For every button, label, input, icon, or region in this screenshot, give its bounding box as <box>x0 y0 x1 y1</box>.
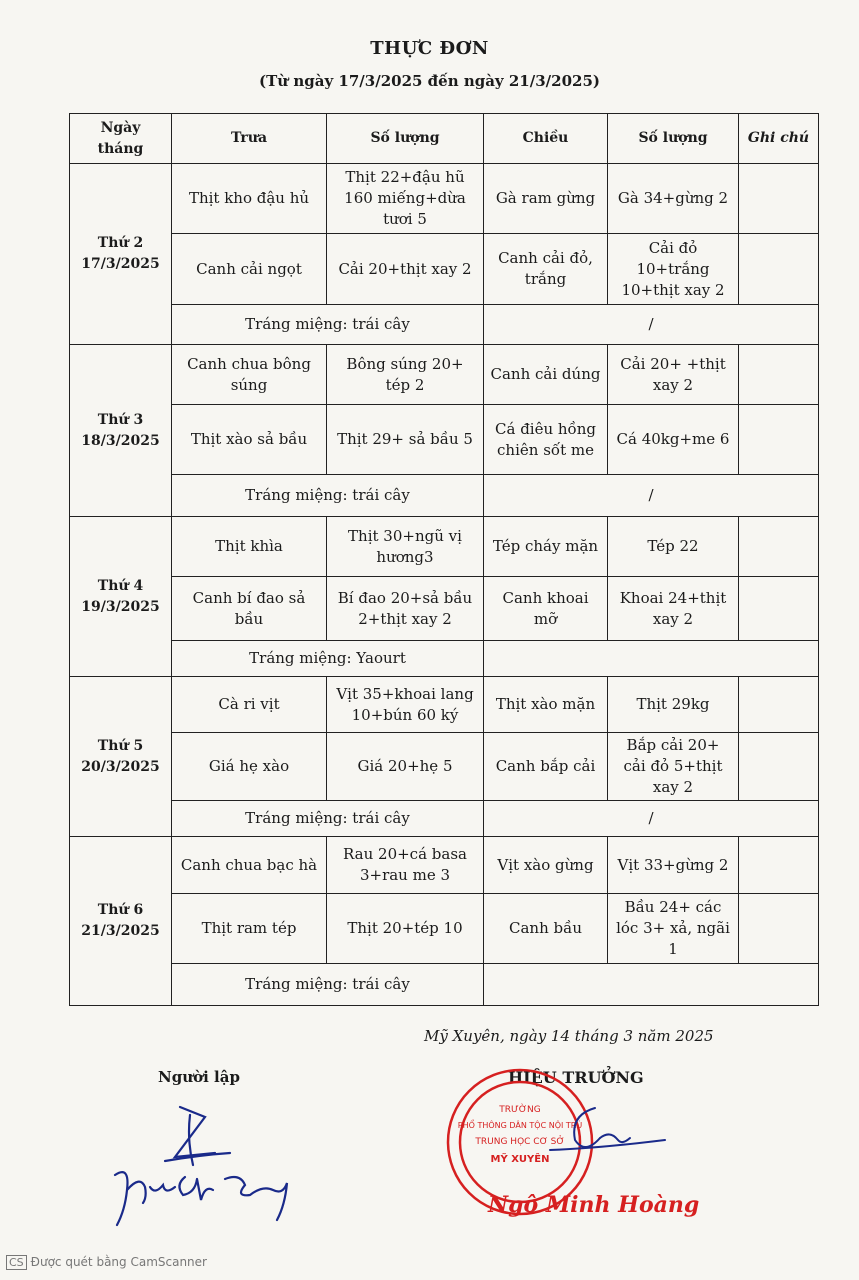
dinner-qty: Cá 40kg+me 6 <box>608 405 739 475</box>
dinner-dish: Vịt xào gừng <box>484 837 608 894</box>
dinner-dessert <box>484 641 819 677</box>
lunch-dessert: Tráng miệng: Yaourt <box>172 641 484 677</box>
dinner-qty: Cải đỏ 10+trắng 10+thịt xay 2 <box>608 234 739 305</box>
lunch-qty: Thịt 20+tép 10 <box>327 894 484 964</box>
day-date: 17/3/2025 <box>81 256 160 272</box>
day-date: 21/3/2025 <box>81 923 160 939</box>
lunch-dessert: Tráng miệng: trái cây <box>172 801 484 837</box>
dinner-dish: Thịt xào mặn <box>484 677 608 733</box>
note-cell <box>739 517 819 577</box>
dessert-row <box>70 964 819 1006</box>
day-date: 19/3/2025 <box>81 598 160 615</box>
header-date: Ngày tháng <box>70 114 172 164</box>
lunch-dish: Giá hẹ xào <box>172 733 327 801</box>
day-cell <box>70 517 172 677</box>
dinner-dish: Gà ram gừng <box>484 164 608 234</box>
dessert-row <box>70 305 819 345</box>
dinner-dessert: / <box>484 475 819 517</box>
principal-signature-icon <box>540 1090 670 1170</box>
table-row <box>70 234 819 305</box>
lunch-dish: Canh cải ngọt <box>172 234 327 305</box>
dessert-row <box>70 641 819 677</box>
dessert-row <box>70 475 819 517</box>
note-cell <box>739 577 819 641</box>
note-cell <box>739 837 819 894</box>
svg-text:PHỔ THÔNG DÂN TỘC NỘI TRÚ: PHỔ THÔNG DÂN TỘC NỘI TRÚ <box>457 1121 583 1130</box>
dinner-dish: Canh bắp cải <box>484 733 608 801</box>
day-name: Thứ 4 <box>97 577 144 594</box>
lunch-dish: Thịt ram tép <box>172 894 327 964</box>
lunch-dessert: Tráng miệng: trái cây <box>172 305 484 345</box>
table-row <box>70 405 819 475</box>
dinner-dish: Tép cháy mặn <box>484 517 608 577</box>
dinner-dessert: / <box>484 801 819 837</box>
note-cell <box>739 234 819 305</box>
lunch-qty: Bông súng 20+ tép 2 <box>327 345 484 405</box>
day-name: Thứ 5 <box>97 737 144 754</box>
day-cell <box>70 837 172 1006</box>
place-date: Mỹ Xuyên, ngày 14 tháng 3 năm 2025 <box>424 1027 714 1045</box>
dinner-dessert <box>484 964 819 1006</box>
header-note: Ghi chú <box>739 114 819 164</box>
day-name: Thứ 3 <box>97 411 144 428</box>
table-row <box>70 517 819 577</box>
dinner-dish: Cá điêu hồng chiên sốt me <box>484 405 608 475</box>
lunch-qty: Thịt 30+ngũ vị hương3 <box>327 517 484 577</box>
dinner-dessert: / <box>484 305 819 345</box>
lunch-qty: Bí đao 20+sả bầu 2+thịt xay 2 <box>327 577 484 641</box>
header-lunch-qty: Số lượng <box>327 114 484 164</box>
table-row <box>70 164 819 234</box>
lunch-dish: Canh chua bạc hà <box>172 837 327 894</box>
lunch-qty: Thịt 22+đậu hũ 160 miếng+dừa tươi 5 <box>327 164 484 234</box>
dinner-qty: Thịt 29kg <box>608 677 739 733</box>
dinner-dish: Canh cải dúng <box>484 345 608 405</box>
preparer-label: Người lập <box>158 1068 240 1086</box>
day-date: 20/3/2025 <box>81 758 160 775</box>
principal-name: Ngô Minh Hoàng <box>488 1192 700 1218</box>
menu-table <box>69 113 819 1006</box>
day-name: Thứ 6 <box>97 902 144 918</box>
note-cell <box>739 677 819 733</box>
lunch-qty: Giá 20+hẹ 5 <box>327 733 484 801</box>
principal-label: HIỆU TRƯỞNG <box>508 1068 644 1087</box>
day-name: Thứ 2 <box>97 235 144 251</box>
lunch-qty: Vịt 35+khoai lang 10+bún 60 ký <box>327 677 484 733</box>
day-cell <box>70 677 172 837</box>
scanner-note: Được quét bằng CamScanner <box>30 1255 207 1269</box>
dinner-qty: Gà 34+gừng 2 <box>608 164 739 234</box>
header-dinner-qty: Số lượng <box>608 114 739 164</box>
dinner-qty: Cải 20+ +thịt xay 2 <box>608 345 739 405</box>
header-lunch: Trưa <box>172 114 327 164</box>
lunch-dish: Canh bí đao sả bầu <box>172 577 327 641</box>
note-cell <box>739 894 819 964</box>
table-row <box>70 677 819 733</box>
note-cell <box>739 405 819 475</box>
note-cell <box>739 345 819 405</box>
header-row <box>70 114 819 164</box>
note-cell <box>739 164 819 234</box>
lunch-qty: Rau 20+cá basa 3+rau me 3 <box>327 837 484 894</box>
lunch-dish: Cà ri vịt <box>172 677 327 733</box>
lunch-qty: Cải 20+thịt xay 2 <box>327 234 484 305</box>
dinner-dish: Canh bầu <box>484 894 608 964</box>
svg-text:MỸ XUYÊN: MỸ XUYÊN <box>490 1154 550 1165</box>
day-cell <box>70 345 172 517</box>
dinner-qty: Vịt 33+gừng 2 <box>608 837 739 894</box>
note-cell <box>739 733 819 801</box>
day-cell <box>70 164 172 345</box>
lunch-dish: Thịt khìa <box>172 517 327 577</box>
header-dinner: Chiều <box>484 114 608 164</box>
lunch-dish: Canh chua bông súng <box>172 345 327 405</box>
dinner-qty: Bắp cải 20+ cải đỏ 5+thịt xay 2 <box>608 733 739 801</box>
svg-text:TRƯỜNG: TRƯỜNG <box>499 1105 541 1115</box>
dinner-dish: Canh cải đỏ, trắng <box>484 234 608 305</box>
day-date: 18/3/2025 <box>81 432 160 449</box>
dinner-qty: Bầu 24+ các lóc 3+ xả, ngãi 1 <box>608 894 739 964</box>
table-row <box>70 345 819 405</box>
page-title: THỰC ĐƠN <box>370 38 489 59</box>
dinner-qty: Tép 22 <box>608 517 739 577</box>
preparer-signature-icon <box>105 1095 305 1230</box>
table-row <box>70 577 819 641</box>
lunch-dessert: Tráng miệng: trái cây <box>172 475 484 517</box>
dessert-row <box>70 801 819 837</box>
table-row <box>70 733 819 801</box>
svg-text:TRUNG HỌC CƠ SỞ: TRUNG HỌC CƠ SỞ <box>475 1137 565 1147</box>
lunch-dish: Thịt xào sả bầu <box>172 405 327 475</box>
page-subtitle: (Từ ngày 17/3/2025 đến ngày 21/3/2025) <box>258 72 600 90</box>
lunch-qty: Thịt 29+ sả bầu 5 <box>327 405 484 475</box>
scanner-watermark <box>6 1255 207 1270</box>
table-row <box>70 837 819 894</box>
camscanner-logo-icon: CS <box>6 1255 27 1270</box>
dinner-qty: Khoai 24+thịt xay 2 <box>608 577 739 641</box>
dinner-dish: Canh khoai mỡ <box>484 577 608 641</box>
table-row <box>70 894 819 964</box>
lunch-dish: Thịt kho đậu hủ <box>172 164 327 234</box>
lunch-dessert: Tráng miệng: trái cây <box>172 964 484 1006</box>
